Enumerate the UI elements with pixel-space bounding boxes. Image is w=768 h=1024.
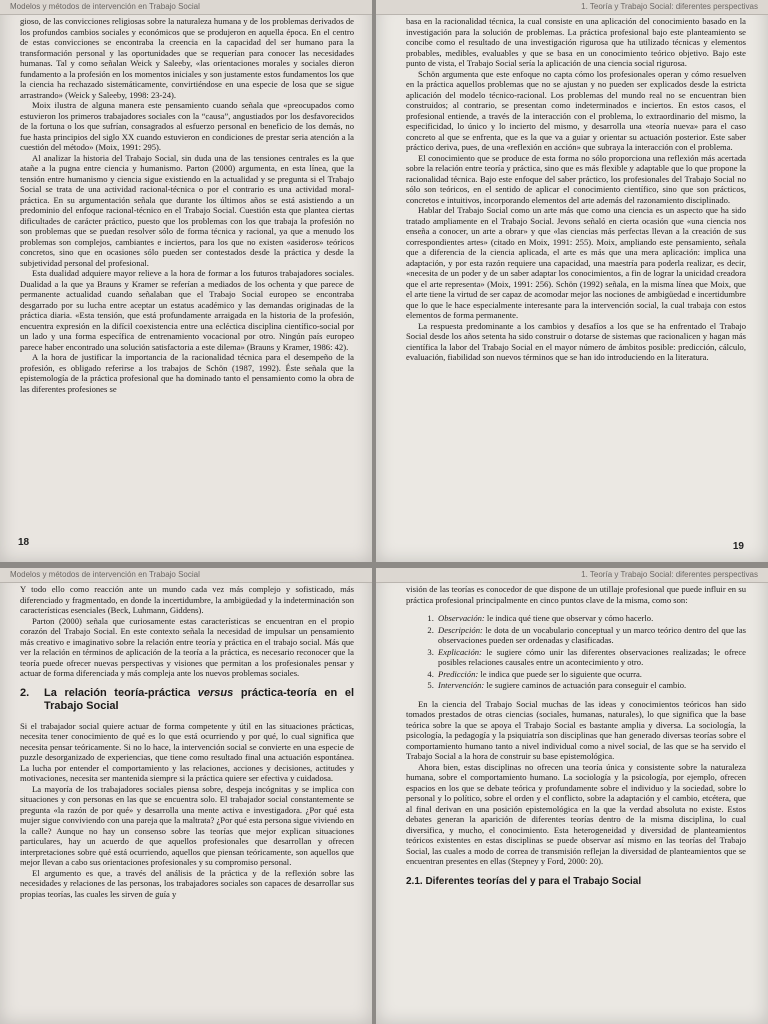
page-body xyxy=(20,584,354,899)
running-header: Modelos y métodos de intervención en Trabajo Social xyxy=(0,568,372,583)
paragraph: Al analizar la historia del Trabajo Social, sin duda una de las tensiones centrales es la que atañe a la pugna entre ciencia y humanismo. Parton (2000) argumenta, en esta línea, que la tensión entre humanismo y ciencia sigue existiendo en la actualidad y se pregunta si el Trabajo Social se trata de una actividad racional-técnica o por el contrario es una actividad moral-práctica. En su argumentación señala que durante los últimos años se está asistiendo a un predominio del enfoque racional-técnico en el Trabajo Social. Cuestión esta que plantea ciertas dificultades de carácter práctico, puesto que los problemas con los que trabaja la profesión no son problemas que se puedan resolver sólo de forma técnica y racional, ya que a menudo los problemas son complejos, cambiantes e inciertos, para los que no existen «asideros» teóricos concretos, sino que en ocasiones sólo pueden ser contestados desde la práctica y desde la subjetividad personal del profesional. xyxy=(20,152,354,268)
list-item-label: Explicación: xyxy=(438,646,482,657)
paragraph: Esta dualidad adquiere mayor relieve a la hora de formar a los futuros trabajadores sociales. Dualidad a la que ya Brauns y Kramer se referían a mediados de los ochenta y que parece de permanente actualidad cuando señalaban que el Trabajo Social europeo se encontraba desgarrado por su lucha entre aceptar un estatus académico y las demandas originadas de la práctica diaria. «Esta tensión, que está profundamente arraigada en la historia de la profesión, encuentra expresión en la difícil coexistencia entre una ecléctica disciplina científico-social por un lado y una forma específica de entrenamiento vocacional por otro. Ningún país europeo parece haber encontrado una solución satisfactoria a este dilema» (Brauns y Kramer, 1986: 42). xyxy=(20,268,354,352)
paragraph: Hablar del Trabajo Social como un arte más que como una ciencia es un aspecto que ha sido tratado ampliamente en el Trabajo Social. Jevons señaló en cierta ocasión que «una ciencia nos enseña a conocer, un arte a obrar» y que «las ciencias más perfectas llevan a la creación de sus correspondientes artes» (citado en Moix, 1991: 255). Moix, ampliando este pensamiento, señala que a diferencia de la ciencia aplicada, el arte es más que una mera aplicación: implica una adaptación, y por esta razón requiere una capacidad, una maestría para poderla realizar, es decir, «necesita de un poder y de un saber adaptar los conocimientos, a fin de lograr la unicidad creadora que el arte representa» (Moix, 1991: 256). Schön (1992) señala, en la misma línea que Moix, que el arte tiene la virtud de ser capaz de acomodar mejor las nociones de ambigüedad e incertidumbre que lo que le hace especialmente interesante para la intervención social, la cual trabaja con estos elementos de forma permanente. xyxy=(406,205,746,320)
paragraph: En la ciencia del Trabajo Social muchas de las ideas y conocimientos teóricos han sido tomados prestados de otras ciencias (sociales, humanas, naturales), lo que significa que la base teórica sobre la que se apoya el Trabajo Social es bastante amplia y diversa. La sociología, la psicología, la pedagogía y la psiquiatría son disciplinas que han generado diversas teorías sobre el comportamiento humano tanto a nivel individual como a nivel social, de las que se ha servido el Trabajo Social a la hora de construir su base epistemológica. xyxy=(406,698,746,761)
list-item xyxy=(436,680,746,691)
list-item xyxy=(436,613,746,624)
page-body xyxy=(406,16,746,363)
paragraph: Moix ilustra de alguna manera este pensamiento cuando señala que «preocupados como estuvieron los primeros trabajadores sociales con la “causa”, angustiados por los desfavorecidos de la fortuna o los que sufrían, consagrados al esfuerzo personal en beneficio de los demás, no fue hasta principios del siglo XX cuando estuvieron en condiciones de prestar seria atención a la cuestión del método» (Moix, 1991: 295). xyxy=(20,100,354,152)
section-heading xyxy=(20,687,354,713)
paragraph: A la hora de justificar la importancia de la racionalidad técnica para el desempeño de la profesión, es obligado referirse a los trabajos de Schön (1987, 1992). Éste señala que la epistemología de la práctica profesional que ha dominado tanto el pensamiento como la obra de las diferentes profesiones se xyxy=(20,352,354,394)
running-header: Modelos y métodos de intervención en Trabajo Social xyxy=(0,0,372,15)
subsection-heading: 2.1. Diferentes teorías del y para el Trabajo Social xyxy=(406,875,642,887)
paragraph: El argumento es que, a través del análisis de la práctica y de la reflexión sobre las necesidades y relaciones de las personas, los trabajadores sociales son capaces de desarrollar sus propias teorías, las cuales les sirven de guía y xyxy=(20,867,354,899)
page-19 xyxy=(376,0,768,562)
section-title-part: La relación teoría-práctica xyxy=(44,686,198,699)
section-title-versus: versus xyxy=(197,686,234,699)
paragraph: Ahora bien, estas disciplinas no ofrecen una teoría única y consistente sobre la naturaleza humana, sobre el comportamiento humano. La sociología y la psicología, por ejemplo, ofrecen espacios en los que se debate teórica y profundamente sobre el individuo y la sociedad, sobre lo personal y lo político, sobre el orden y el conflicto, sobre la adaptación y el cambio, etcétera, que al final derivan en una posición epistemológica en la que la verdad absoluta no existe. Estos debates generan la aparición de diferentes teorías dentro de la misma disciplina, lo cual diversifica, y mucho, el conocimiento. Esta heterogeneidad y diversidad de planteamientos teóricos existentes en estas disciplinas se puede observar así mismo en las teorías del Trabajo Social, las cuales a modo de correa de transmisión reflejan la diversidad de planteamientos que se encuentran presentes en ellas (Stepney y Ford, 2000: 20). xyxy=(406,761,746,866)
paragraph: visión de las teorías es conocedor de que dispone de un utillaje profesional que puede influir en su práctica profesional principalmente en cinco puntos clave de la misma, como son: xyxy=(406,584,746,605)
paragraph: Schön argumenta que este enfoque no capta cómo los profesionales operan y cómo resuelven en la práctica aquellos problemas que no se ajustan y no pueden ser explicados desde la estricta aplicación del modelo técnico-racional. Los problemas del mundo real no se encuentran bien construidos; al contrario, se presentan como indeterminados e inciertos. En estos casos, el profesional entiende, a través de la interacción con el problema, lo extraordinario del mismo, la especificidad, lo único y lo incierto del mismo, y desarrolla una «teoría nueva» para el caso concreto al que se enfrenta, que es la que va a guiar y orientar su actuación posterior. Este saber práctico deriva, pues, de una «reflexión en acción» que subraya la interacción con el problema. xyxy=(406,68,746,152)
section-number: 2. xyxy=(20,686,30,699)
page-number: 19 xyxy=(732,541,744,552)
paragraph: El conocimiento que se produce de esta forma no sólo proporciona una reflexión más acertada sobre la relación entre teoría y práctica, sino que es más flexible y adaptable que lo que propone la racionalidad técnica. Bajo este enfoque del saber práctico, los profesionales del Trabajo Social no sólo son teóricos, en el sentido de aplicar el conocimiento científico, sino que son prácticos, concretos e intuitivos, incorporando elementos del arte además del razonamiento disciplinado. xyxy=(406,152,746,205)
paragraph: basa en la racionalidad técnica, la cual consiste en una aplicación del conocimiento basado en la investigación para la solución de problemas. La práctica profesional bajo este planteamiento se concibe como el resultado de una investigación rigurosa que ha utilizado técnicas y elementos probables, medibles, evaluables y que se basa en un conocimiento teórico objetivo. Bajo este punto de vista, el Trabajo Social sería la aplicación de una ciencia social rigurosa. xyxy=(406,16,746,68)
page-body xyxy=(406,584,746,887)
page-20 xyxy=(0,568,372,1024)
list-item xyxy=(436,625,746,646)
page-body xyxy=(20,16,354,394)
theory-functions-list xyxy=(406,613,746,691)
paragraph: La respuesta predominante a los cambios y desafíos a los que se ha enfrentado el Trabajo Social desde los años setenta ha sido construir o dotarse de sistemas que racionalicen y hagan más científica la labor del Trabajo Social en el mayor número de ámbitos posible: predicción, cálculo, evaluación, fiabilidad son nuevos términos que se han ido introduciendo en la literatura. xyxy=(406,320,746,362)
list-item-label: Descripción: xyxy=(438,624,483,635)
list-item xyxy=(436,669,746,680)
list-item-text: le indica qué tiene que observar y cómo hacerlo. xyxy=(484,613,654,623)
paragraph: La mayoría de los trabajadores sociales piensa sobre, despeja incógnitas y se implica con situaciones y con personas en las que se encuentra solo. El trabajador social constantemente se pregunta «la razón de por qué» y desarrolla una mente activa e investigadora. ¿Por qué esta mujer sigue conviviendo con una pareja que la maltrata? ¿Por qué esta persona sigue viviendo en la calle? Aunque no hay un consenso sobre las teorías que mejor explican situaciones particulares, hay un acuerdo de que aquellos profesionales que desarrollan y ofrecen interpretaciones sobre qué está ocurriendo, aquellos que piensan teóricamente, son aquellos que mejor llevan a cabo sus orientaciones profesionales y su compromiso personal. xyxy=(20,783,354,867)
paragraph: Si el trabajador social quiere actuar de forma competente y útil en las situaciones prácticas, necesita tener conocimiento de qué es lo que está ocurriendo y por qué, lo cual significa que necesita pensar teóricamente. Si no lo hace, la intervención social se convierte en una especie de puzzle desorganizado de experiencias, que tiene como resultado final una actuación espontánea. La lucha por entender el comportamiento y las relaciones, acciones y decisiones, actitudes y motivaciones, necesita ser mantenida siempre si la práctica quiere ser efectiva y cuidadosa. xyxy=(20,720,354,783)
paragraph: Y todo ello como reacción ante un mundo cada vez más complejo y sofisticado, más diferenciado y fragmentado, en donde la incertidumbre, la ambigüedad y la indeterminación son características esenciales (Beck, Luhmann, Giddens). xyxy=(20,584,354,615)
list-item-text: le sugiere caminos de actuación para conseguir el cambio. xyxy=(484,680,687,690)
running-header: 1. Teoría y Trabajo Social: diferentes perspectivas xyxy=(376,0,768,15)
paragraph: gioso, de las convicciones religiosas sobre la naturaleza humana y de los problemas derivados de los profundos cambios sociales y económicos que se produjeron en aquella época. En el centro de estas convicciones se encontraba la creencia en la capacidad del ser humano para la transformación personal y las oportunidades que se requerían para conocer las necesidades humanas. Tal y como señalan Weick y Saleeby, «las orientaciones morales y sociales dieron fundamento a la profesión en los momentos iniciales y son justamente estos fundamentos los que la ciencia ha rechazado sistemáticamente, convirtiéndose en una especie de losa que se sigue arrastrando» (Weick y Saleeby, 1998: 23-24). xyxy=(20,16,354,100)
list-item-text: le sugiere cómo unir las diferentes observaciones realizadas; le ofrece posibles relaciones causales entre un acontecimiento y otro. xyxy=(438,646,746,667)
page-21 xyxy=(376,568,768,1024)
section-title-part: práctica-teoría en el Trabajo Social xyxy=(44,686,354,712)
list-item-text: le dota de un vocabulario conceptual y un marco teórico dentro del que las observaciones pueden ser ordenadas y clasificadas. xyxy=(438,624,746,645)
page-18 xyxy=(0,0,372,562)
list-item-label: Predicción: xyxy=(438,668,479,679)
running-header: 1. Teoría y Trabajo Social: diferentes perspectivas xyxy=(376,568,768,583)
list-item-label: Observación: xyxy=(438,613,485,623)
list-item xyxy=(436,647,746,668)
list-item-text: le indica que puede ser lo siguiente que ocurra. xyxy=(478,668,642,679)
page-number: 18 xyxy=(18,537,30,548)
list-item-label: Intervención: xyxy=(438,680,485,690)
paragraph: Parton (2000) señala que curiosamente estas características se encuentran en el propio corazón del Trabajo Social. En este contexto señala la necesidad de impulsar un pensamiento más creativo e imaginativo sobre la relación entre teoría y práctica en el trabajo social. Más que ver la relación en términos de aplicación de la teoría a la práctica, es necesario reconocer que la teoría puede ofrecer nuevas perspectivas y visiones que permitan a los profesionales pensar y actuar de forma diferenciada y más compleja ante los nuevos problemas sociales. xyxy=(20,615,354,678)
